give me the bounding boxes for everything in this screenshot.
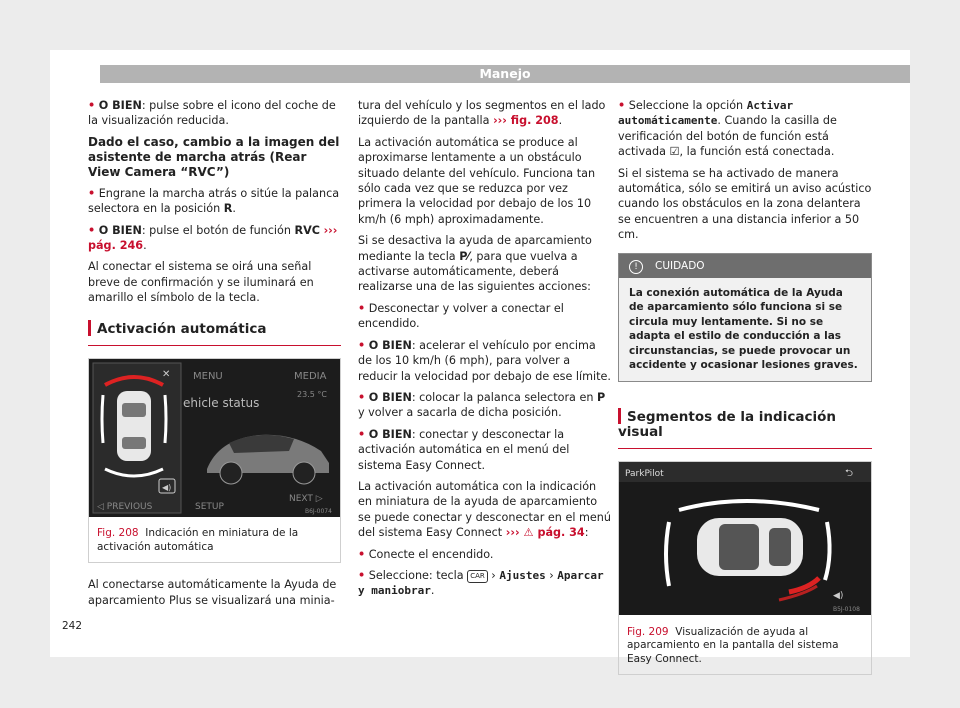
close-icon: ✕: [162, 369, 171, 381]
parking-key-icon: P⁄: [459, 249, 470, 263]
svg-text:MEDIA: MEDIA: [294, 371, 327, 383]
page-reference-link[interactable]: ››› ⚠ pág. 34: [505, 526, 585, 540]
bullet-item: • Desconectar y volver a conectar el encendido.: [358, 301, 564, 331]
page-number: 242: [62, 620, 83, 632]
caution-header: ! CUIDADO: [619, 254, 871, 278]
paragraph: • O BIEN: pulse sobre el icono del coche de la visualización reducida.: [88, 99, 336, 128]
car-key-icon: CAR: [467, 570, 488, 583]
svg-text:B6J-0074: B6J-0074: [305, 508, 332, 516]
figure-caption: Fig. 209 Visualización de ayuda al aparcamiento en la pantalla del sistema Easy Connect.: [627, 625, 839, 665]
figure-reference-link[interactable]: ››› fig. 208: [493, 114, 559, 128]
bullet-item: • O BIEN: pulse el botón de función RVC ››› pág. 246.: [88, 223, 338, 253]
fig209-image: [619, 462, 871, 615]
section-heading: Segmentos de la indicación visual: [618, 408, 872, 450]
bullet-item: • Engrane la marcha atrás o sitúe la palanca selectora en la posición R.: [88, 186, 340, 216]
checkbox-checked-icon: ☑: [669, 145, 680, 159]
figure-209: [618, 461, 872, 675]
bullet-item: • O BIEN: acelerar el vehículo por encima de los 10 km/h (6 mph), para volver a reducir la velocidad por debajo de ese límite.: [358, 338, 611, 383]
paragraph: La activación automática se produce al aproximarse lentamente a un obstáculo situado delante del vehículo. Funciona tan sólo cada vez que se reduzca por vez primera la velocidad por debajo de los 10 km/h (6 mph) aproximadamente.: [358, 135, 596, 226]
paragraph: Al conectarse automáticamente la Ayuda de aparcamiento Plus se visualizará una minia-: [88, 578, 337, 607]
svg-text:ParkPilot: ParkPilot: [625, 469, 664, 480]
paragraph: Al conectar el sistema se oirá una señal breve de confirmación y se iluminará en amarillo el símbolo de la tecla.: [88, 260, 314, 305]
svg-text:23.5 °C: 23.5 °C: [297, 390, 327, 400]
sound-icon: ◀): [833, 591, 844, 602]
bullet-item: • Conecte el encendido.: [358, 547, 494, 561]
svg-text:SETUP: SETUP: [195, 502, 224, 513]
subheading: Dado el caso, cambio a la imagen del asistente de marcha atrás (Rear View Camera “RVC”): [88, 134, 340, 179]
paragraph: Si el sistema se ha activado de manera automática, sólo se emitirá un aviso acústico cuando los obstáculos en la zona delantera se encuentren a una distancia inferior a 50 cm.: [618, 166, 872, 242]
column-2: [358, 98, 611, 605]
svg-text:ehicle status: ehicle status: [183, 396, 260, 411]
svg-text:NEXT ▷: NEXT ▷: [289, 494, 323, 505]
bullet-item: • Seleccione: tecla CAR › Ajustes › Aparcar y maniobrar.: [358, 568, 604, 598]
bullet-item: • O BIEN: conectar y desconectar la activación automática en el menú del sistema Easy Connect.: [358, 427, 570, 472]
back-icon: ⮌: [845, 468, 854, 480]
fig208-image: [89, 359, 340, 517]
caution-icon: !: [629, 260, 643, 274]
column-3: [618, 98, 872, 675]
sound-icon: ◀): [162, 483, 172, 493]
bullet-item: • Seleccione la opción Activar automáticamente. Cuando la casilla de verificación del botón de función está activada ☑, la función está conectada.: [618, 99, 837, 159]
warning-icon: ⚠: [523, 526, 534, 540]
paragraph: Si se desactiva la ayuda de aparcamiento mediante la tecla P⁄, para que vuelva a activarse automáticamente, deberá realizarse una de las siguientes acciones:: [358, 234, 592, 294]
figure-caption: Fig. 208 Indicación en miniatura de la activación automática: [97, 527, 299, 553]
column-1: [88, 98, 341, 614]
caution-text: La conexión automática de la Ayuda de aparcamiento sólo funciona si se circula muy lentamente. Si no se adapta el estilo de conducción a las circunstancias, se puede provocar un accidente y ocasionar lesiones graves.: [619, 278, 871, 381]
manual-page: [50, 50, 910, 665]
svg-text:B5J-0108: B5J-0108: [833, 606, 860, 614]
caution-box: [618, 253, 872, 382]
page-header: Manejo: [100, 65, 910, 83]
svg-text:MENU: MENU: [193, 371, 223, 383]
figure-208: [88, 358, 341, 563]
section-heading: Activación automática: [88, 320, 341, 346]
bullet-item: • O BIEN: colocar la palanca selectora en P y volver a sacarla de dicha posición.: [358, 390, 606, 420]
svg-text:◁ PREVIOUS: ◁ PREVIOUS: [97, 502, 153, 513]
paragraph: La activación automática con la indicación en miniatura de la ayuda de aparcamiento se puede conectar y desconectar en el menú del sistema Easy Connect ››› ⚠ pág. 34:: [358, 479, 611, 540]
page-reference-link[interactable]: ››› pág. 246: [88, 223, 338, 253]
paragraph: tura del vehículo y los segmentos en el lado izquierdo de la pantalla ››› fig. 208.: [358, 99, 606, 128]
